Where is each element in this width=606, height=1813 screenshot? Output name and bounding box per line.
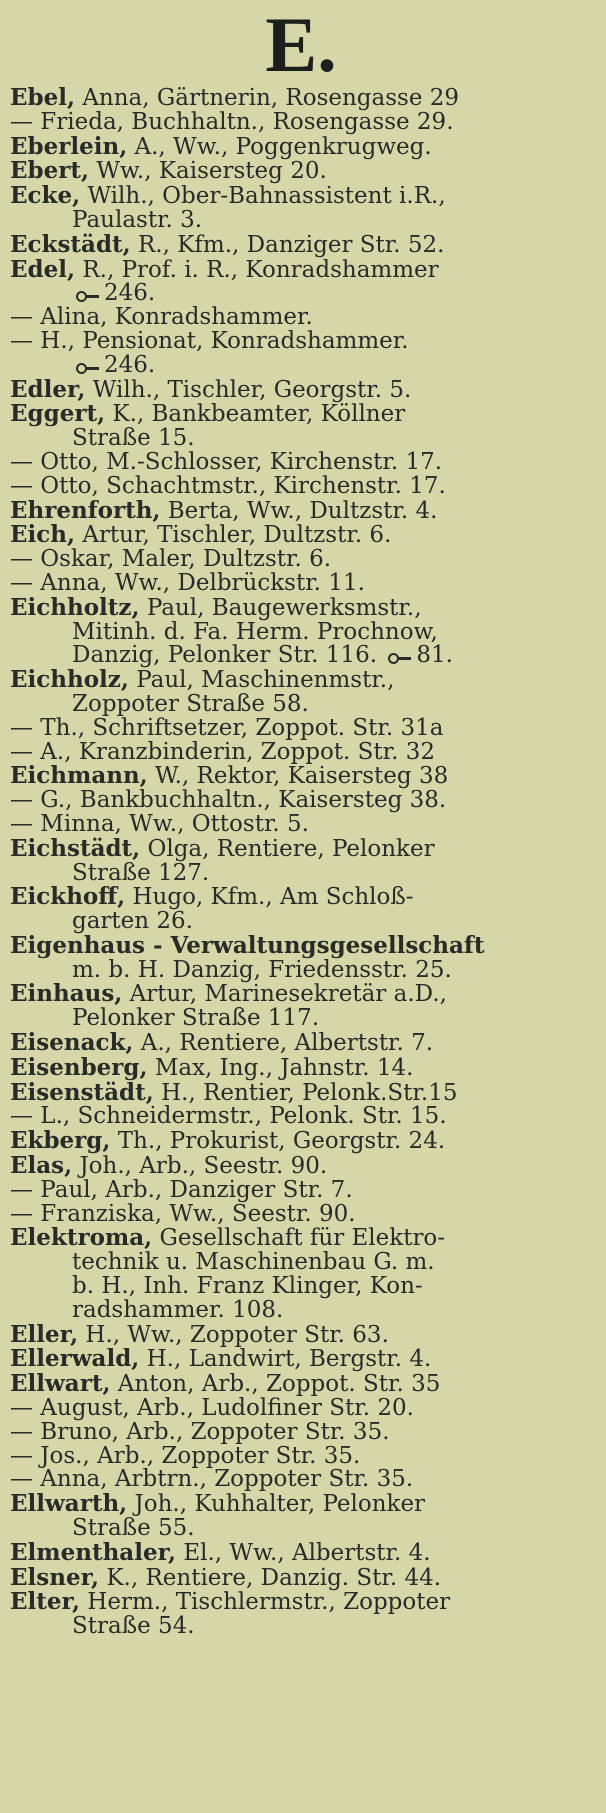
directory-entry: [10, 184, 592, 233]
directory-entry: [10, 834, 592, 886]
section-letter: E.: [265, 1, 337, 88]
entry-line: [10, 738, 592, 765]
entry-line: [10, 810, 592, 837]
entry-name: Eichmann,: [10, 762, 148, 790]
entry-text: garten 26.: [72, 908, 193, 935]
entry-name: Eickhoff,: [10, 883, 126, 911]
entry-line: [10, 1492, 592, 1517]
entry-line: [10, 714, 592, 741]
entry-text: H., Landwirt, Bergstr. 4.: [146, 1346, 432, 1373]
entry-text: Paulastr. 3.: [72, 206, 203, 233]
entry-line: Danzig, Pelonker Str. 116. 81.: [72, 642, 453, 669]
entry-line: [10, 931, 592, 959]
entry-line: [10, 1538, 592, 1566]
directory-entry: [10, 1492, 592, 1541]
directory-entry: [10, 375, 592, 403]
directory-entry: [10, 1129, 592, 1154]
entry-name: Edel,: [10, 255, 75, 283]
entry-text: H., Ww., Zoppoter Str. 63.: [85, 1321, 389, 1348]
directory-entry: [10, 569, 592, 596]
entry-text: K., Rentiere, Danzig. Str. 44.: [106, 1564, 442, 1591]
entry-name: Einhaus,: [10, 980, 123, 1008]
telephone-icon: [76, 289, 100, 299]
directory-entry: [10, 1538, 592, 1566]
entry-line: [10, 523, 592, 548]
directory-entry: [10, 714, 592, 741]
entry-line: [10, 956, 592, 983]
entry-text: Artur, Marinesekretär a.D.,: [129, 981, 447, 1008]
entry-text: Straße 54.: [72, 1613, 195, 1640]
entry-line: [10, 548, 592, 572]
directory-entry: [10, 86, 592, 111]
entry-text: — Paul, Arb., Danziger Str. 7.: [10, 1176, 353, 1203]
entry-line: [10, 402, 592, 427]
entry-text: Paul, Maschinenmstr.,: [136, 667, 395, 694]
entry-name: Ekberg,: [10, 1127, 111, 1155]
entry-name: Ellerwald,: [10, 1345, 140, 1373]
directory-entry: [10, 1154, 592, 1179]
entry-name: Eckstädt,: [10, 230, 131, 258]
entry-text: A., Rentiere, Albertstr. 7.: [140, 1030, 434, 1057]
entry-name: Ellwarth,: [10, 1490, 128, 1518]
entry-text: Berta, Ww., Dultzstr. 4.: [167, 497, 438, 524]
entry-text: — Anna, Ww., Delbrückstr. 11.: [10, 569, 365, 596]
entry-line: [10, 789, 592, 813]
entry-line: [10, 327, 592, 354]
directory-entry: [10, 885, 592, 934]
entry-text: A., Ww., Poggenkrugweg.: [134, 133, 432, 160]
entry-line: [10, 834, 592, 862]
entry-text: Wilh., Ober-Bahnassistent i.R.,: [87, 183, 446, 210]
entry-line: [10, 859, 592, 886]
entry-text: Joh., Arb., Seestr. 90.: [79, 1153, 328, 1180]
directory-entry: [10, 1031, 592, 1056]
entry-line: [10, 1154, 592, 1179]
entry-line: [10, 255, 592, 283]
entry-name: Ehrenforth,: [10, 496, 161, 524]
entry-text: Straße 127.: [72, 859, 210, 886]
entry-line: [10, 1320, 592, 1348]
entry-line: [10, 1251, 592, 1275]
entry-line: [10, 1397, 592, 1421]
entry-text: Herm., Tischlermstr., Zoppoter: [87, 1589, 451, 1616]
entry-text: Anton, Arb., Zoppot. Str. 35: [117, 1371, 441, 1398]
entry-text: Th., Prokurist, Georgstr. 24.: [117, 1128, 446, 1155]
entry-line: [10, 184, 592, 209]
entry-text: — Th., Schriftsetzer, Zoppot. Str. 31a: [10, 714, 444, 741]
entry-text: — Frieda, Buchhaltn., Rosengasse 29.: [10, 108, 454, 135]
entry-text: H., Rentier, Pelonk.Str.15: [161, 1079, 458, 1106]
directory-entry: [10, 108, 592, 135]
directory-entry: [10, 1053, 592, 1081]
telephone-icon: [388, 651, 412, 661]
entry-line: [10, 1031, 592, 1056]
entry-name: Elsner,: [10, 1563, 100, 1591]
entry-text: W., Rektor, Kaisersteg 38: [155, 763, 449, 790]
entry-line: [10, 230, 592, 258]
entry-text: — Minna, Ww., Ottostr. 5.: [10, 810, 309, 837]
entry-text: b. H., Inh. Franz Klinger, Kon-: [72, 1273, 423, 1300]
entry-line: [10, 1418, 592, 1445]
telephone-icon: [76, 361, 100, 371]
entry-text: — G., Bankbuchhaltn., Kaisersteg 38.: [10, 787, 447, 814]
entry-text: Anna, Gärtnerin, Rosengasse 29: [82, 85, 460, 111]
directory-entry: [10, 327, 592, 378]
directory-entry: [10, 789, 592, 813]
entry-text: — Otto, Schachtmstr., Kirchenstr. 17.: [10, 472, 446, 499]
entry-name: Eggert,: [10, 400, 106, 428]
directory-entry: [10, 1176, 592, 1203]
directory-entry: [10, 132, 592, 160]
entry-line: [10, 1200, 592, 1227]
entry-text: — A., Kranzbinderin, Zoppot. Str. 32: [10, 738, 436, 765]
entry-name: Eisenack,: [10, 1029, 134, 1057]
directory-entry: [10, 668, 592, 717]
entry-line: [10, 496, 592, 524]
entry-text: El., Ww., Albertstr. 4.: [183, 1539, 431, 1566]
entry-text: Zoppoter Straße 58.: [72, 690, 309, 717]
entry-line: [10, 569, 592, 596]
directory-entry: [10, 306, 592, 330]
entry-line: 246.: [10, 282, 592, 306]
entry-line: [10, 982, 592, 1007]
directory-entry: [10, 1590, 592, 1639]
entry-text: — Alina, Konradshammer.: [10, 304, 313, 331]
directory-entry: [10, 593, 592, 669]
directory-entry: [10, 1347, 592, 1372]
entry-text: Wilh., Tischler, Georgstr. 5.: [92, 376, 412, 403]
entry-text: Gesellschaft für Elektro-: [159, 1225, 446, 1252]
entry-line: [10, 1372, 592, 1397]
entry-text: R., Kfm., Danziger Str. 52.: [137, 231, 445, 258]
entry-name: Edler,: [10, 375, 86, 403]
entry-text: Artur, Tischler, Dultzstr. 6.: [82, 522, 392, 549]
entry-line: 246.: [10, 354, 592, 378]
entry-line: [10, 375, 592, 403]
entry-line: [10, 159, 592, 184]
entry-line: [10, 1563, 592, 1591]
entry-text: Ww., Kaisersteg 20.: [96, 158, 327, 185]
entry-name: Eberlein,: [10, 132, 128, 160]
directory-entry: [10, 1563, 592, 1591]
entry-line: [10, 593, 592, 621]
entry-line: [10, 1296, 592, 1323]
directory-entry: [10, 523, 592, 548]
entry-line: [10, 910, 592, 934]
directory-entry: [10, 1105, 592, 1129]
entry-line: [10, 448, 592, 475]
entry-text: Straße 15.: [72, 425, 195, 452]
entry-line: [10, 108, 592, 135]
entry-name: Eigenhaus - Verwaltungsgesellschaft: [10, 931, 485, 959]
directory-entry: [10, 810, 592, 837]
entry-line: [10, 206, 592, 233]
entry-text: — Franziska, Ww., Seestr. 90.: [10, 1200, 356, 1227]
entry-name: Elter,: [10, 1588, 80, 1616]
directory-entry: [10, 1372, 592, 1397]
directory-entry: [10, 1442, 592, 1469]
directory-entry: [10, 1418, 592, 1445]
directory-entry: [10, 1200, 592, 1227]
entry-text: Joh., Kuhhalter, Pelonker: [134, 1491, 426, 1518]
entry-text: — L., Schneidermstr., Pelonk. Str. 15.: [10, 1103, 447, 1130]
directory-entry: [10, 1468, 592, 1492]
entry-line: [10, 1442, 592, 1469]
entry-text: — August, Arb., Ludolfiner Str. 20.: [10, 1395, 414, 1422]
entry-text: Hugo, Kfm., Am Schloß-: [132, 884, 414, 911]
entry-name: Eich,: [10, 521, 76, 549]
entry-line: [10, 427, 592, 451]
entry-line: [10, 306, 592, 330]
entry-name: Eichstädt,: [10, 834, 141, 862]
entry-line: [10, 764, 592, 789]
directory-entry: [10, 1226, 592, 1322]
directory-entry: [10, 230, 592, 258]
entry-name: Eller,: [10, 1320, 79, 1348]
entry-name: Ecke,: [10, 182, 81, 210]
directory-entry: [10, 472, 592, 499]
entry-line: [10, 472, 592, 499]
entry-line: [10, 1590, 592, 1615]
entry-line: [10, 1517, 592, 1541]
entry-line: [10, 1078, 592, 1106]
directory-entry: [10, 764, 592, 789]
directory-entry: [10, 931, 592, 983]
directory-entry: [10, 548, 592, 572]
directory-entry: [10, 1320, 592, 1348]
entry-text: Mitinh. d. Fa. Herm. Prochnow,: [72, 618, 438, 645]
entry-text: radshammer. 108.: [72, 1296, 284, 1323]
entry-name: Elmenthaler,: [10, 1538, 177, 1566]
entry-text: m. b. H. Danzig, Friedensstr. 25.: [72, 956, 452, 983]
entry-list: [10, 86, 592, 1639]
entry-text: R., Prof. i. R., Konradshammer: [82, 256, 439, 283]
entry-name: Ellwart,: [10, 1370, 111, 1398]
entry-line: [10, 1105, 592, 1129]
directory-entry: [10, 402, 592, 451]
entry-name: Eichholz,: [10, 666, 129, 694]
entry-text: — Otto, M.-Schlosser, Kirchenstr. 17.: [10, 448, 443, 475]
entry-text: Straße 55.: [72, 1515, 195, 1542]
directory-entry: [10, 496, 592, 524]
entry-text: — Bruno, Arb., Zoppoter Str. 35.: [10, 1418, 390, 1445]
entry-text: — Oskar, Maler, Dultzstr. 6.: [10, 546, 332, 573]
entry-text: Paul, Baugewerksmstr.,: [146, 594, 422, 621]
entry-line: [10, 1053, 592, 1081]
entry-line: [10, 618, 592, 645]
entry-text: Pelonker Straße 117.: [72, 1005, 320, 1032]
directory-entry: [10, 982, 592, 1031]
directory-entry: [10, 159, 592, 184]
entry-line: [10, 1275, 592, 1299]
entry-line: [10, 1615, 592, 1639]
entry-line: [10, 1226, 592, 1251]
entry-name: Eisenberg,: [10, 1053, 148, 1081]
entry-name: Ebert,: [10, 157, 89, 185]
entry-line: [10, 1007, 592, 1031]
entry-text: — Anna, Arbtrn., Zoppoter Str. 35.: [10, 1466, 414, 1493]
entry-text: — Jos., Arb., Zoppoter Str. 35.: [10, 1442, 361, 1469]
entry-line: [10, 86, 592, 111]
entry-name: Elektroma,: [10, 1224, 153, 1252]
entry-text: technik u. Maschinenbau G. m.: [72, 1249, 435, 1276]
entry-line: [10, 690, 592, 717]
directory-entry: [10, 1397, 592, 1421]
entry-line: [10, 1129, 592, 1154]
entry-text: Olga, Rentiere, Pelonker: [147, 835, 435, 862]
entry-line: [10, 1468, 592, 1492]
entry-line: [10, 668, 592, 693]
entry-line: [10, 1176, 592, 1203]
entry-name: Eichholtz,: [10, 593, 140, 621]
entry-line: [10, 1347, 592, 1372]
directory-entry: [10, 255, 592, 307]
entry-text: K., Bankbeamter, Köllner: [112, 401, 406, 428]
directory-entry: [10, 1078, 592, 1106]
entry-line: [10, 885, 592, 910]
directory-entry: [10, 448, 592, 475]
entry-text: Max, Ing., Jahnstr. 14.: [154, 1054, 414, 1081]
entry-name: Ebel,: [10, 84, 75, 111]
entry-line: [10, 132, 592, 160]
entry-text: — H., Pensionat, Konradshammer.: [10, 327, 409, 354]
entry-name: Elas,: [10, 1152, 73, 1180]
entry-name: Eisenstädt,: [10, 1078, 154, 1106]
directory-entry: [10, 738, 592, 765]
